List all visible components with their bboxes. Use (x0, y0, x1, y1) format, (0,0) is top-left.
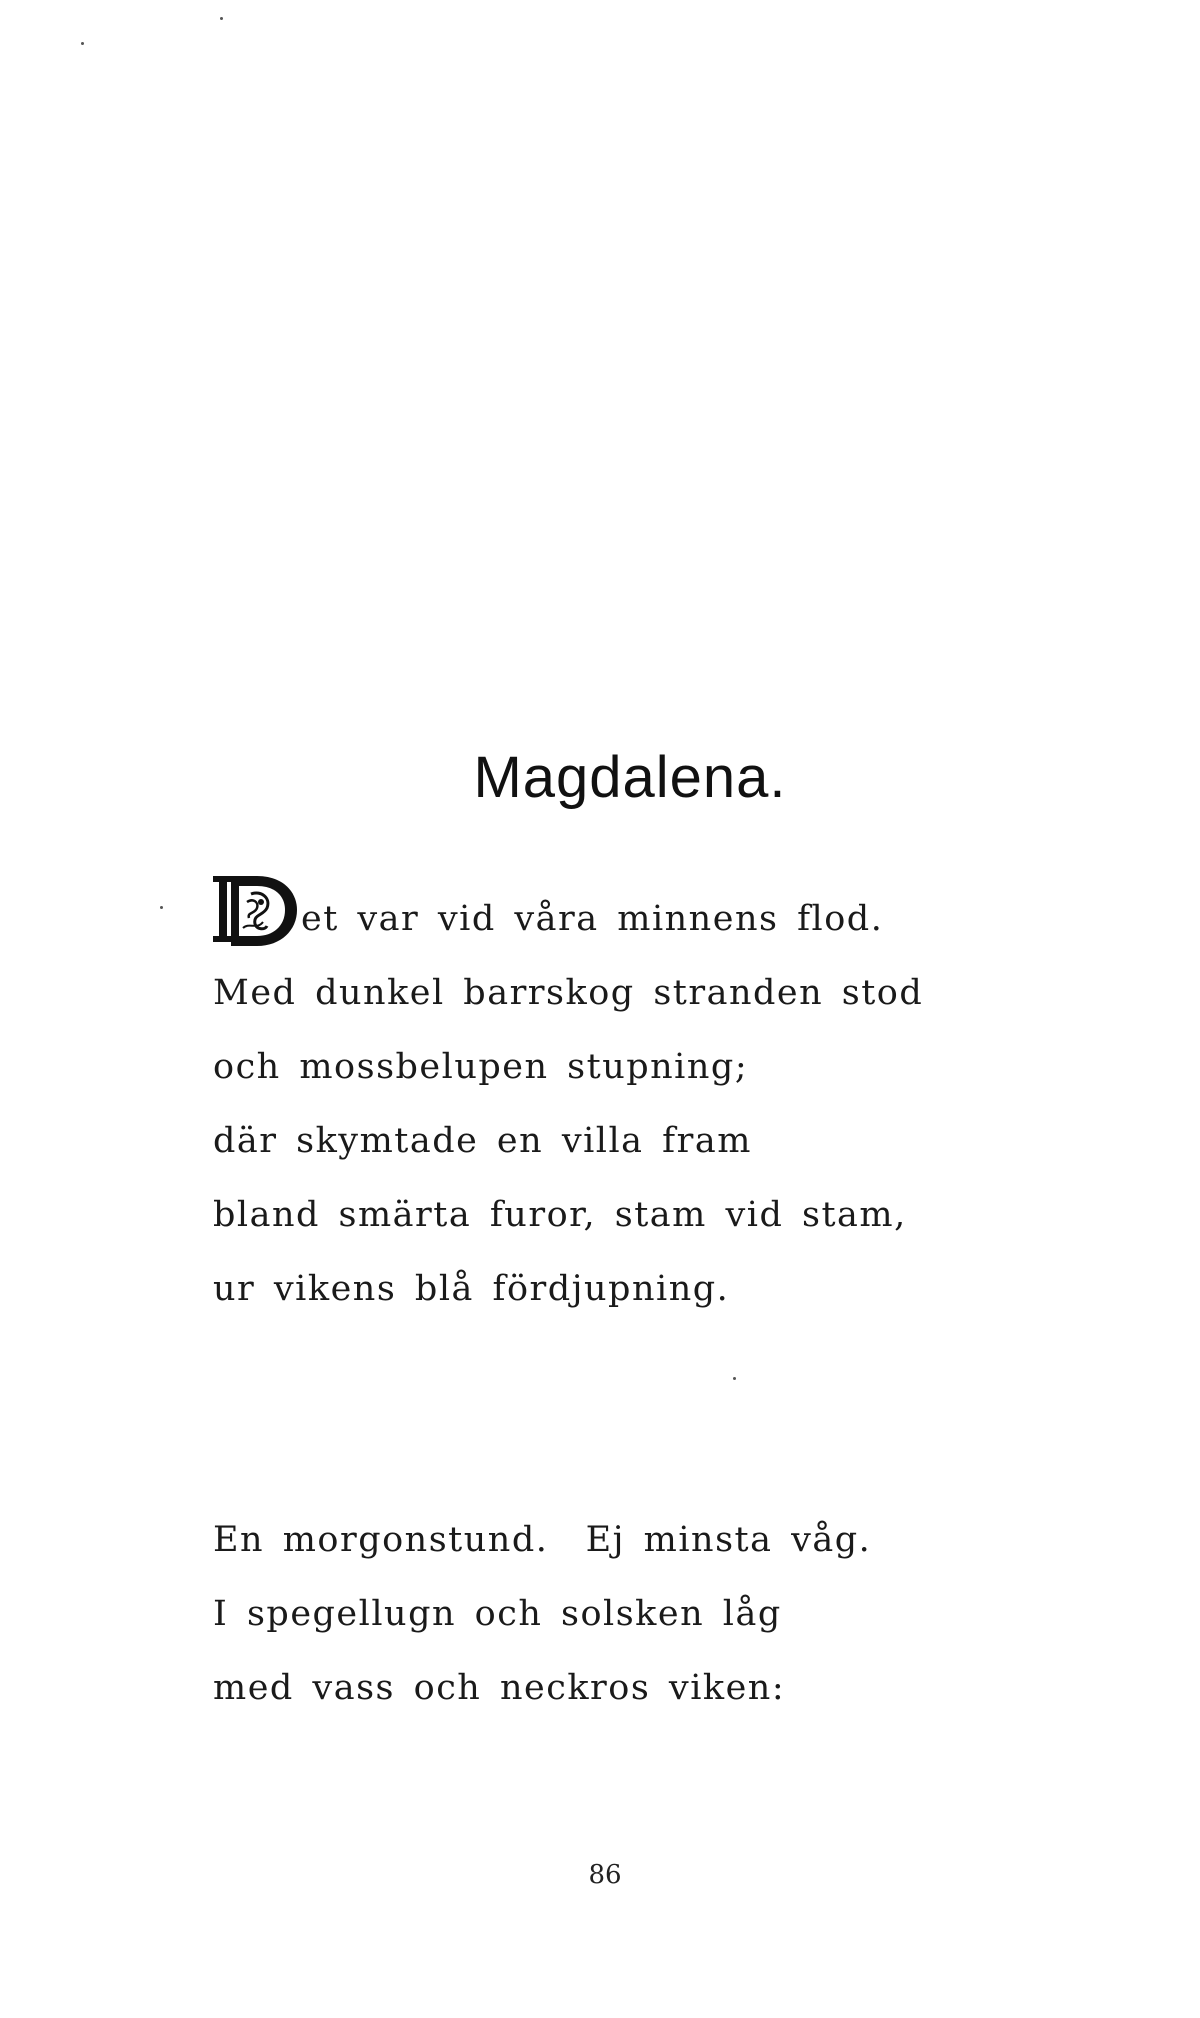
poem-line-7: En morgonstund. Ej minsta våg. (213, 1520, 872, 1560)
drop-cap-ornament-icon (213, 872, 299, 950)
stanza-1 (213, 882, 923, 1326)
poem-line-8: I spegellugn och solsken låg (213, 1594, 782, 1634)
page-number: 86 (588, 1860, 622, 1890)
poem-line-4: där skymtade en villa fram (213, 1121, 752, 1161)
stanza-2 (213, 1503, 871, 1725)
poem-line-1 (213, 882, 923, 956)
print-speck (220, 17, 223, 20)
poem-line-6: ur vikens blå fördjupning. (213, 1269, 730, 1309)
poem-line-1-text: et var vid våra minnens flod. (301, 899, 884, 939)
print-speck (81, 42, 84, 45)
poem-line-5: bland smärta furor, stam vid stam, (213, 1195, 907, 1235)
poem-line-2: Med dunkel barrskog stranden stod (213, 973, 924, 1013)
poem-title: Magdalena. (473, 744, 787, 810)
poem-line-9: med vass och neckros viken: (213, 1668, 786, 1708)
print-speck (733, 1377, 736, 1380)
poem-line-3: och mossbelupen stupning; (213, 1047, 749, 1087)
print-speck (160, 906, 163, 909)
